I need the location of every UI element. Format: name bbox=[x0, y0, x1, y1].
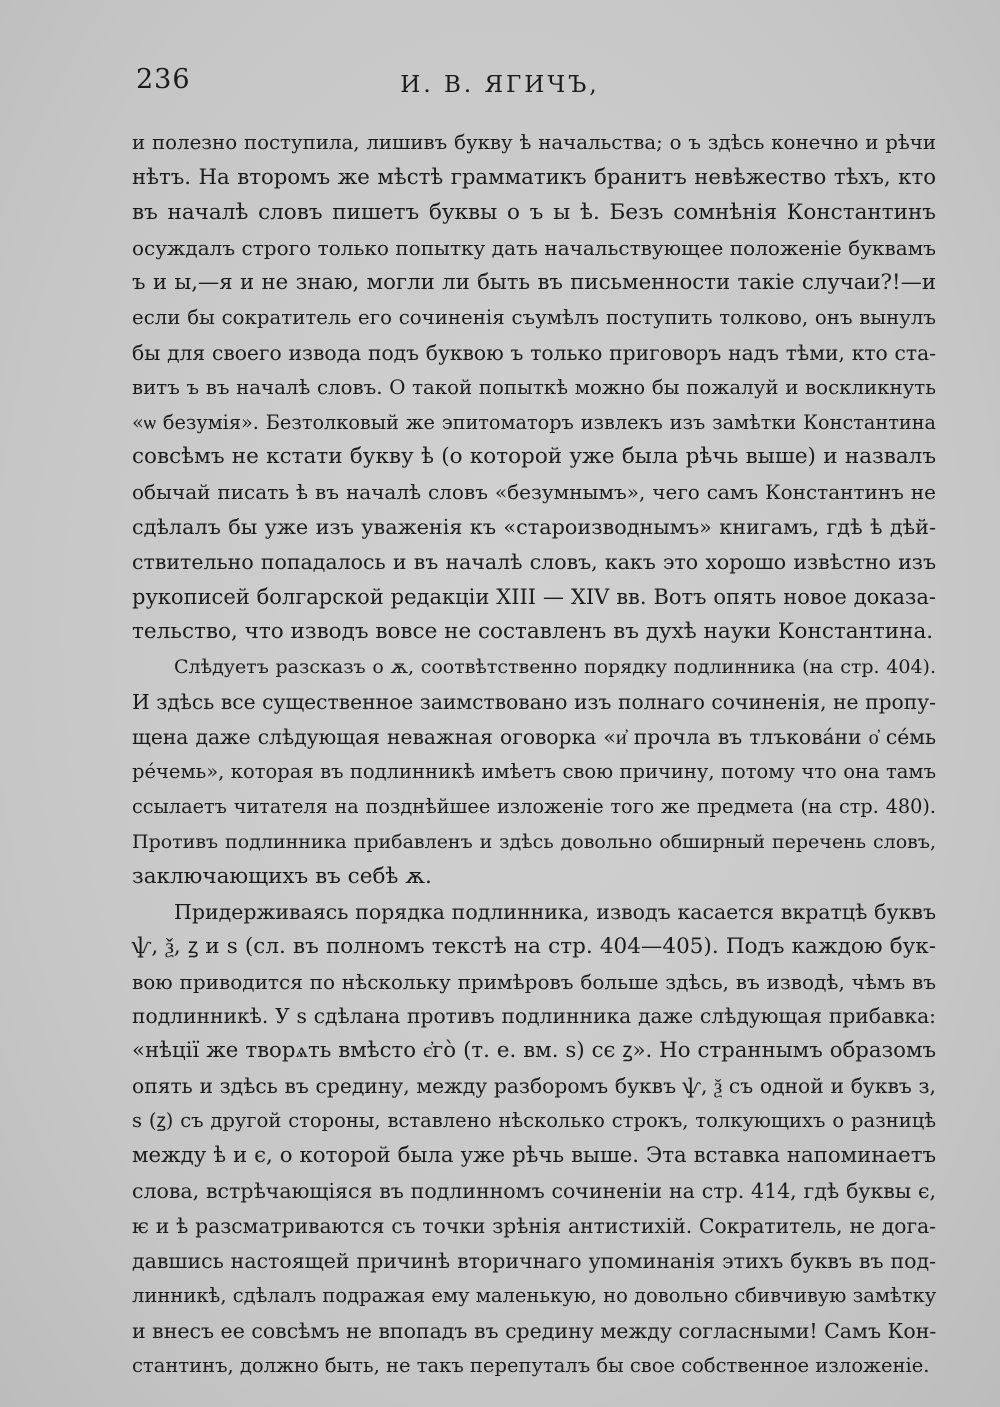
text-line: Слѣдуетъ разсказъ о ѫ, соотвѣтственно порядку подлинника (на стр. 404). bbox=[174, 656, 936, 679]
text-line: вою приводится по нѣскольку примѣровъ больше здѣсь, въ изводѣ, чѣмъ въ bbox=[132, 969, 936, 994]
text-line: «нѣції же творѧть вмѣсто є҆го̀ (т. е. вм. ѕ) сє ꙁ». Но страннымъ образомъ bbox=[132, 1038, 936, 1064]
text-line: ъ и ы,—я и не знаю, могли ли быть въ письменности такіе случаи?!—и bbox=[132, 269, 936, 295]
text-line: ссылаетъ читателя на позднѣйшее изложеніе того же предмета (на стр. 480). bbox=[132, 794, 936, 818]
text-line: тельство, что изводъ вовсе не составленъ въ духѣ науки Константина. bbox=[132, 619, 934, 645]
page-header bbox=[0, 64, 1000, 104]
text-line: бы для своего извода подъ буквою ъ только приговоръ надъ тѣми, кто ста- bbox=[132, 340, 936, 365]
text-line: осуждалъ строго только попытку дать начальствующее положеніе буквамъ bbox=[132, 235, 936, 260]
text-line: слова, встрѣчающіяся въ подлинномъ сочиненіи на стр. 414, гдѣ буквы є, bbox=[132, 1179, 936, 1204]
text-line: нѣтъ. На второмъ же мѣстѣ грамматикъ бранитъ невѣжество тѣхъ, кто bbox=[132, 164, 936, 190]
running-title: И. В. ЯГИЧЪ, bbox=[400, 72, 600, 98]
text-line: опять и здѣсь въ средину, между разборомъ буквъ ѱ, ѯ съ одной и буквъ з, bbox=[132, 1074, 936, 1099]
text-line: если бы сократитель его сочиненія съумѣлъ поступить толково, онъ вынулъ bbox=[132, 305, 936, 329]
text-line: между ѣ и є, о которой была уже рѣчь выше. Эта вставка напоминаетъ bbox=[132, 1143, 936, 1169]
text-line: заключающихъ въ себѣ ѫ. bbox=[132, 863, 432, 889]
text-line: ѱ, ѯ, ꙁ и ѕ (сл. въ полномъ текстѣ на стр. 404—405). Подъ каждою бук- bbox=[132, 933, 936, 959]
text-line: ѕ (ꙁ) съ другой стороны, вставлено нѣсколько строкъ, толкующихъ о разницѣ bbox=[132, 1109, 936, 1133]
text-line: «ѡ безумія». Безтолковый же эпитоматоръ извлекъ изъ замѣтки Константина bbox=[132, 410, 936, 434]
text-line: витъ ъ въ началѣ словъ. О такой попыткѣ можно бы пожалуй и воскликнуть bbox=[132, 375, 936, 399]
paragraph bbox=[132, 650, 936, 895]
text-line: совсѣмъ не кстати букву ѣ (о которой уже была рѣчь выше) и назвалъ bbox=[132, 444, 936, 470]
text-line: щена даже слѣдующая неважная оговорка «и҆ прочла въ тлъкова́ни о҆ се́мь bbox=[132, 724, 936, 749]
text-line: Придерживаясь порядка подлинника, изводъ касается вкратцѣ буквъ bbox=[174, 899, 936, 924]
paragraph bbox=[132, 126, 936, 650]
text-line: въ началѣ словъ пишетъ буквы о ъ ы ѣ. Безъ сомнѣнія Константинъ bbox=[132, 199, 936, 225]
text-line: обычай писать ѣ въ началѣ словъ «безумнымъ», чего самъ Константинъ не bbox=[132, 480, 936, 505]
text-line: подлинникѣ. У ѕ сдѣлана противъ подлинника даже слѣдующая прибавка: bbox=[132, 1004, 936, 1029]
text-line: сдѣлалъ бы уже изъ уваженія къ «староизводнымъ» книгамъ, гдѣ ѣ дѣй- bbox=[132, 515, 936, 540]
text-line: ѥ и ѣ разсматриваются съ точки зрѣнія антистихій. Сократитель, не дога- bbox=[132, 1214, 936, 1239]
text-line: и внесъ ее совсѣмъ не впопадъ въ средину между согласными! Самъ Кон- bbox=[132, 1318, 937, 1343]
body-text bbox=[132, 126, 936, 1384]
text-line: линникѣ, сдѣлалъ подражая ему маленькую, но довольно сбивчивую замѣтку bbox=[132, 1283, 937, 1307]
text-line: И здѣсь все существенное заимствовано изъ полнаго сочиненія, не пропу- bbox=[132, 690, 936, 714]
text-line: Противъ подлинника прибавленъ и здѣсь довольно обширный перечень словъ, bbox=[132, 830, 936, 853]
text-line: рукописей болгарской редакціи XIII — XIV вв. Вотъ опять новое доказа- bbox=[132, 585, 936, 610]
text-line: ре́чемь», которая въ подлинникѣ имѣетъ свою причину, потому что она тамъ bbox=[132, 759, 936, 783]
text-line: и полезно поступила, лишивъ букву ѣ начальства; о ъ здѣсь конечно и рѣчи bbox=[132, 131, 936, 154]
text-line: стантинъ, должно быть, не такъ перепуталъ бы свое собственное изложеніе. bbox=[132, 1353, 930, 1377]
text-line: давшись настоящей причинѣ вторичнаго упоминанія этихъ буквъ въ под- bbox=[132, 1249, 936, 1273]
page-number: 236 bbox=[136, 64, 191, 95]
paragraph bbox=[132, 895, 936, 1384]
text-line: ствительно попадалось и въ началѣ словъ, какъ это хорошо извѣстно изъ bbox=[132, 550, 936, 575]
